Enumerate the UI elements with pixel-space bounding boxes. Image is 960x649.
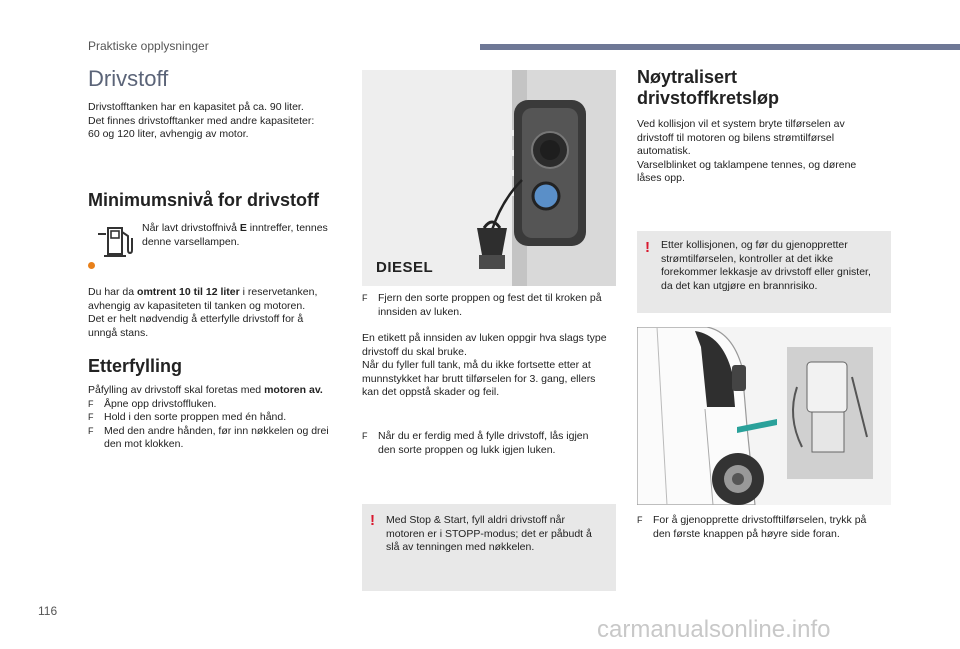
fuel-label-text: En etikett på innsiden av luken oppgir hva slags type drivstoff du skal bruke. Når du fyller full tank, må du ikke fortsette etter at munnstykket har brutt tilførselen for 3. gang, ellers kan det oppstå skader og feil.: [362, 332, 607, 398]
restore-fuel-step: [637, 514, 893, 541]
close-cap-step: [362, 430, 618, 457]
refill-heading: Etterfylling: [88, 356, 183, 376]
page-number: 116: [38, 604, 58, 618]
diesel-label: DIESEL: [376, 259, 434, 276]
remove-cap-step: [362, 292, 618, 319]
van-image: [637, 327, 891, 505]
list-item: F Når du er ferdig med å fylle drivstoff, lås igjen den sorte proppen og lukk igjen luken.: [362, 430, 589, 456]
list-item: F Hold i den sorte proppen med én hånd.: [88, 411, 287, 423]
intro-text: Drivstofftanken har en kapasitet på ca. 90 liter. Det finnes drivstofftanker med andre kapasiteter: 60 og 120 liter, avhengig av motor.: [88, 101, 315, 140]
low-fuel-warning-text: Når lavt drivstoffnivå E inntreffer, tennes denne varsellampen.: [142, 222, 328, 248]
stop-start-warning: ! Med Stop & Start, fyll aldri drivstoff når motoren er i STOPP-modus; det er påbudt å slå av tenningen med nøkkelen.: [362, 504, 616, 591]
list-item: F Med den andre hånden, før inn nøkkelen og drei den mot klokken.: [88, 424, 329, 450]
warning-icon: !: [370, 512, 375, 529]
min-level-heading: Minimumsnivå for drivstoff: [88, 190, 320, 210]
list-item: F For å gjenopprette drivstofftilførselen, trykk på den første knappen på høyre side foran.: [637, 514, 867, 540]
neutralized-heading: Nøytralisert drivstoffkretsløp: [637, 67, 780, 108]
fuel-pump-icon: [96, 222, 136, 260]
neutralized-text: Ved kollisjon vil et system bryte tilførselen av drivstoff til motoren og bilens strømtilførsel automatisk. Varselblinket og taklampene tennes, og dørene låses opp.: [637, 118, 857, 184]
watermark: carmanualsonline.info: [597, 616, 831, 643]
list-item: F Fjern den sorte proppen og fest det til kroken på innsiden av luken.: [362, 292, 602, 318]
van-illustration: [637, 327, 891, 505]
warning-lamp-dot: [88, 262, 95, 269]
section-label: Praktiske opplysninger: [88, 39, 209, 53]
reserve-text: Du har da omtrent 10 til 12 liter i reservetanken, avhengig av kapasiteten til tanken og motoren. Det er helt nødvendig å etterfylle drivstoff for å unngå stans.: [88, 286, 318, 339]
refill-steps: Påfylling av drivstoff skal foretas med motoren av. F Åpne opp drivstoffluken. F Hold i den sorte proppen med én hånd. F Med den andre hånden, før inn nøkkelen og drei den mot klokken.: [88, 384, 358, 452]
header-rule: [480, 44, 960, 50]
collision-warning: ! Etter kollisjonen, og før du gjenoppretter strømtilførselen, kontroller at det ikke forekommer lekkasje av drivstoff eller gnister, da det kan utgjøre en brannrisiko.: [637, 231, 891, 313]
page-title: Drivstoff: [88, 66, 169, 91]
list-item: F Åpne opp drivstoffluken.: [88, 397, 217, 410]
warning-icon: !: [645, 239, 650, 256]
fuel-cap-illustration: [362, 70, 616, 286]
fuel-flap-image: [362, 70, 616, 286]
